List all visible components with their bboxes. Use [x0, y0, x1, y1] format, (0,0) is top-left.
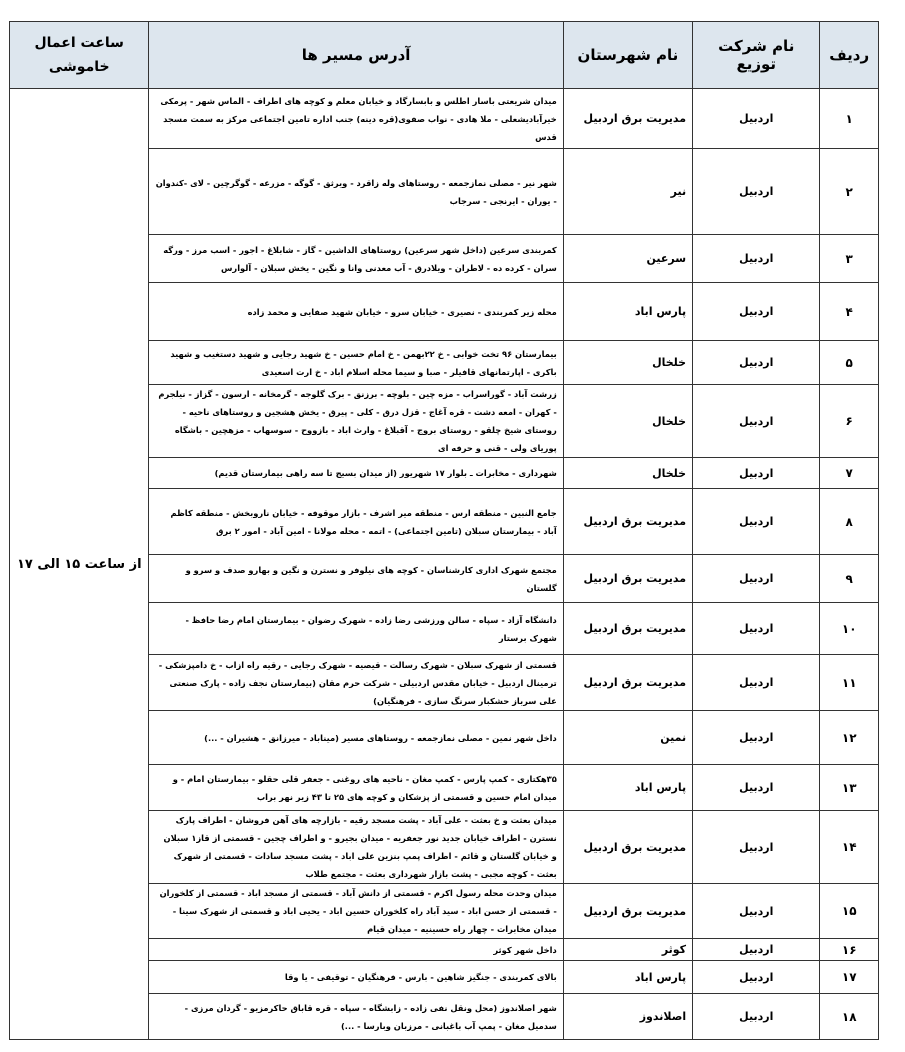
company-name: اردبیل — [693, 385, 820, 458]
header-company: نام شرکت توزیع — [693, 22, 820, 89]
outage-hours-value: از ساعت ۱۵ الی ۱۷ — [10, 89, 149, 1040]
route-address: میدان شریعتی باسار اطلس و بابسارگاد و خیابان معلم و کوچه های اطراف - الماس شهر - پرمکی خیرآبادیشعلی - ملا هادی - نواب صفوی(قره دینه) جنب اداره تامین اجتماعی مرکز به سمت مسجد قدس — [149, 89, 563, 149]
row-number: ۸ — [820, 489, 879, 555]
route-address: داخل شهر نمین - مصلی نمازجمعه - روستاهای مسیر (میناباد - میرزانق - هشیران - ...) — [149, 711, 563, 765]
row-number: ۹ — [820, 555, 879, 603]
city-name: کوثر — [563, 939, 692, 961]
company-name: اردبیل — [693, 235, 820, 283]
company-name: اردبیل — [693, 939, 820, 961]
route-address: ۳۵هکتاری - کمپ پارس - کمپ مغان - ناحیه های روغنی - جعفر قلی حقلو - بیمارستان امام - و میدان امام حسین و قسمتی از پزشکان و کوچه های ۲۵ تا ۴۳ زیر نهر براب — [149, 765, 563, 811]
route-address: زرشت آباد - گوراسراب - مزه چین - بلوچه - برزنق - برک گلوجه - گرمخانه - ارسون - گزاز - نیلجرم - کهران - امعه دشت - قره آغاج - قزل درق - کلی - پیرق - یخش هشجین و روستاهای ناحیه - روستای شیخ چلقو - روستای بروج - آقبلاغ - وارث اباد - بازووح - سوسهاب - مزهچین - باشگاه پوریای ولی - قنی و حرفه ای — [149, 385, 563, 458]
city-name: مدیریت برق اردبیل — [563, 89, 692, 149]
city-name: پارس اباد — [563, 765, 692, 811]
route-address: میدان بعثت و خ بعثت - علی آباد - پشت مسجد رقیه - بازارچه های آهن فروشان - اطراف پارک نسترن - اطراف خیابان جدید نور جعفریه - میدان بجیرو - و اطراف چجین - قسمتی از قاز۱ سبلان و خیابان گلستان و قائم - اطراف پمپ بنزین علی اباد - پشت مسجد سادات - قسمتی از شهرک بعثت - کوچه مجبی - پشت بازار شهرداری بعثت - مجتمع طلاب — [149, 811, 563, 884]
route-address: کمربندی سرعین (داخل شهر سرعین) روستاهای الداشین - گاز - شابلاغ - اجور - اسب مرز - ورگه سران - کرده ده - لاطران - ویلادرق - آب معدنی وانا و نگین - یخش سبلان - آلوارس — [149, 235, 563, 283]
route-address: داخل شهر کوثر — [149, 939, 563, 961]
row-number: ۳ — [820, 235, 879, 283]
city-name: خلخال — [563, 385, 692, 458]
header-hours-line1: ساعت اعمال — [34, 35, 124, 51]
route-address: محله زیر کمربندی - نصیری - خیابان سرو - خیابان شهید صفایی و محمد زاده — [149, 283, 563, 341]
route-address: قسمتی از شهرک سبلان - شهرک رسالت - قیصیه - شهرک رجایی - رقیه راه ازاب - خ دامپزشکی - ترمینال اردبیل - خیابان مقدس اردبیلی - شرکت حرم مقان (بیمارستان نجف زاده - پارک صنعتی علی سرباز حشکبار سرنگ سازی - فرهنگیان) — [149, 655, 563, 711]
row-number: ۱۱ — [820, 655, 879, 711]
city-name: پارس اباد — [563, 283, 692, 341]
company-name: اردبیل — [693, 765, 820, 811]
row-number: ۱۰ — [820, 603, 879, 655]
row-number: ۵ — [820, 341, 879, 385]
city-name: مدیریت برق اردبیل — [563, 489, 692, 555]
route-address: شهر نیر - مصلی نمازجمعه - روستاهای وله زاقرد - ویرثق - گوگه - مزرعه - گوگرچین - لای -کندوان - یوران - ایرنجی - سرجاب — [149, 149, 563, 235]
company-name: اردبیل — [693, 341, 820, 385]
city-name: اصلاندوز — [563, 994, 692, 1040]
company-name: اردبیل — [693, 655, 820, 711]
header-row-number: ردیف — [820, 22, 879, 89]
row-number: ۲ — [820, 149, 879, 235]
city-name: مدیریت برق اردبیل — [563, 555, 692, 603]
row-number: ۱۳ — [820, 765, 879, 811]
company-name: اردبیل — [693, 489, 820, 555]
row-number: ۶ — [820, 385, 879, 458]
city-name: مدیریت برق اردبیل — [563, 811, 692, 884]
header-outage-hours — [10, 22, 149, 89]
company-name: اردبیل — [693, 149, 820, 235]
header-city: نام شهرستان — [563, 22, 692, 89]
company-name: اردبیل — [693, 711, 820, 765]
company-name: اردبیل — [693, 961, 820, 994]
row-number: ۱۷ — [820, 961, 879, 994]
company-name: اردبیل — [693, 555, 820, 603]
company-name: اردبیل — [693, 283, 820, 341]
table-row — [10, 89, 879, 149]
row-number: ۷ — [820, 458, 879, 489]
row-number: ۱ — [820, 89, 879, 149]
outage-schedule-table — [9, 21, 879, 1040]
route-address: بالای کمربندی - جنگیز شاهین - بارس - فرهنگیان - توقیفی - یا وقا — [149, 961, 563, 994]
city-name: خلخال — [563, 341, 692, 385]
company-name: اردبیل — [693, 603, 820, 655]
company-name: اردبیل — [693, 89, 820, 149]
route-address: دانشگاه آزاد - سپاه - سالن ورزشی رضا زاده - شهرک رضوان - بیمارستان امام رضا حافظ - شهرک برستار — [149, 603, 563, 655]
city-name: مدیریت برق اردبیل — [563, 884, 692, 939]
route-address: شهرداری - مخابرات ـ بلوار ۱۷ شهریور (از میدان بسیج تا سه راهی بیمارستان قدیم) — [149, 458, 563, 489]
company-name: اردبیل — [693, 458, 820, 489]
row-number: ۱۸ — [820, 994, 879, 1040]
row-number: ۱۲ — [820, 711, 879, 765]
route-address: جامع النبین - منطقه ارس - منطقه میر اشرف - بازار موقوفه - خیابان ناروبخش - منطقه کاظم آباد - بیمارستان سبلان (تامین اجتماعی) - اتمه - محله مولانا - امین آباد - امور ۲ برق — [149, 489, 563, 555]
route-address: مجتمع شهرک اداری کارشناسان - کوچه های نیلوفر و نسترن و نگین و بهارو صدف و سرو و گلستان — [149, 555, 563, 603]
row-number: ۱۵ — [820, 884, 879, 939]
route-address: بیمارستان ۹۶ تخت خوابی - خ ۲۲بهمن - خ امام حسین - خ شهید رجایی و شهید دستغیب و شهید باکری - اپارتمانهای قافیلر - صبا و سیما محله اسلام اباد - خ ارت اسعیدی — [149, 341, 563, 385]
city-name: مدیریت برق اردبیل — [563, 655, 692, 711]
city-name: پارس اباد — [563, 961, 692, 994]
company-name: اردبیل — [693, 811, 820, 884]
city-name: سرعین — [563, 235, 692, 283]
route-address: شهر اصلاندوز (محل ونقل نفی زاده - زابشگاه - سپاه - قره قاباق حاکرمزیو - گردان مرزی - سدمیل مغان - پمپ آب باغبانی - مرزبان وبارسا - ...) — [149, 994, 563, 1040]
row-number: ۴ — [820, 283, 879, 341]
city-name: خلخال — [563, 458, 692, 489]
city-name: مدیریت برق اردبیل — [563, 603, 692, 655]
header-hours-line2: خاموشی — [48, 59, 110, 75]
row-number: ۱۴ — [820, 811, 879, 884]
city-name: نمین — [563, 711, 692, 765]
row-number: ۱۶ — [820, 939, 879, 961]
city-name: نیر — [563, 149, 692, 235]
header-address: آدرس مسیر ها — [149, 22, 563, 89]
company-name: اردبیل — [693, 884, 820, 939]
table-header-row — [10, 22, 879, 89]
route-address: میدان وحدت محله رسول اکرم - قسمتی از دانش آباد - قسمتی از مسجد اباد - قسمتی از کلخوران - قسمتی از حسن اباد - سید آباد راه کلخوران حسین اباد - یحیی اباد و قسمتی از شهرک سینا - میدان مخابرات - چهار راه حسینیه - میدان قیام — [149, 884, 563, 939]
company-name: اردبیل — [693, 994, 820, 1040]
